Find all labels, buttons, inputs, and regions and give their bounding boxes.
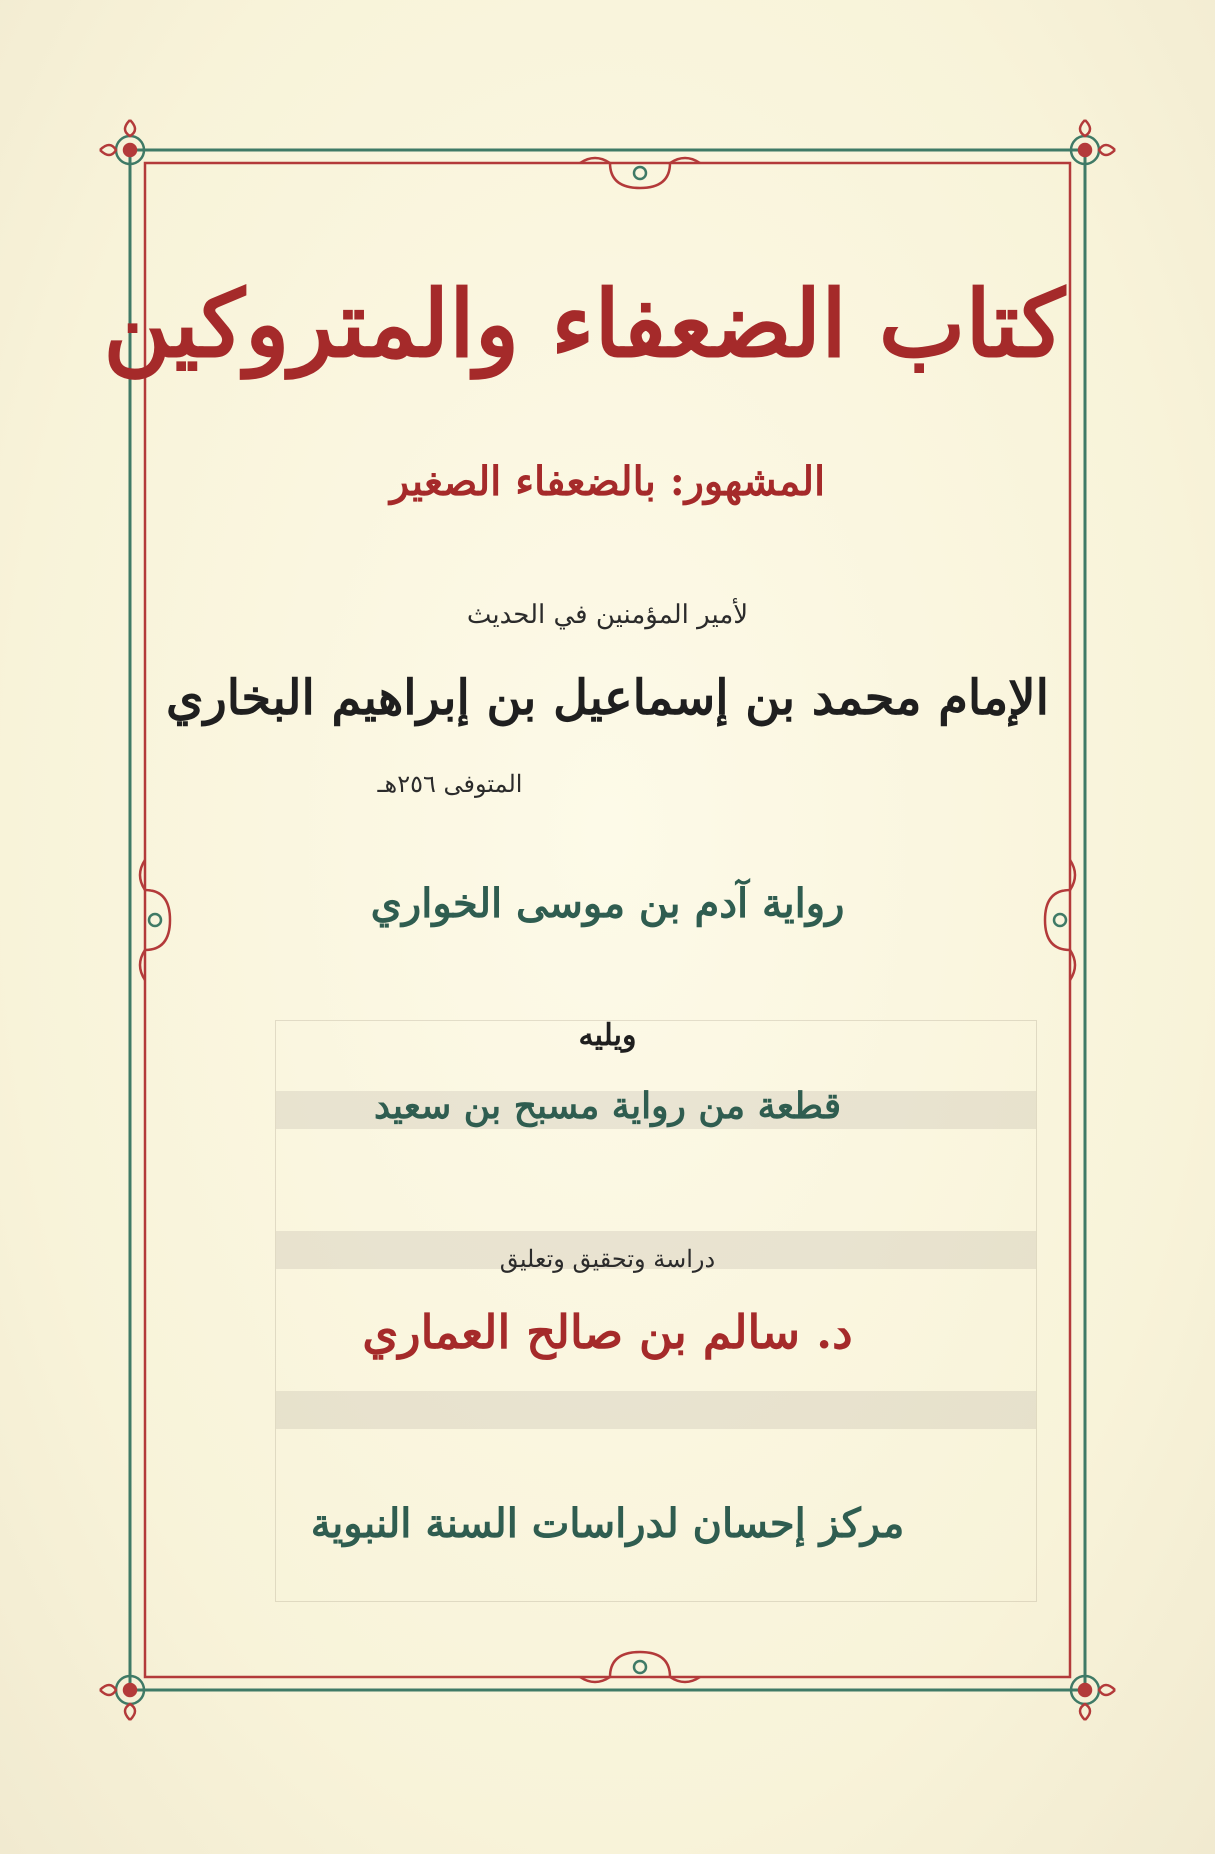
author-death-date: المتوفى ٢٥٦هـ [377, 770, 523, 798]
fragment-line: قطعة من رواية مسبح بن سعيد [373, 1085, 842, 1127]
cover-content [103, 230, 1065, 1630]
editor-name: د. سالم بن صالح العماري [362, 1305, 853, 1359]
author-prefix: لأمير المؤمنين في الحديث [466, 600, 749, 630]
narration-line: رواية آدم بن موسى الخواري [370, 880, 845, 927]
book-title: كتاب الضعفاء والمتروكين [103, 270, 1065, 378]
author-name: الإمام محمد بن إسماعيل بن إبراهيم البخاري [166, 670, 1049, 726]
publisher-name: مركز إحسان لدراسات السنة النبوية [310, 1500, 905, 1547]
study-label: دراسة وتحقيق وتعليق [499, 1245, 716, 1273]
book-subtitle: المشهور: بالضعفاء الصغير [389, 458, 826, 505]
followed-by: ويليه [578, 1018, 637, 1053]
